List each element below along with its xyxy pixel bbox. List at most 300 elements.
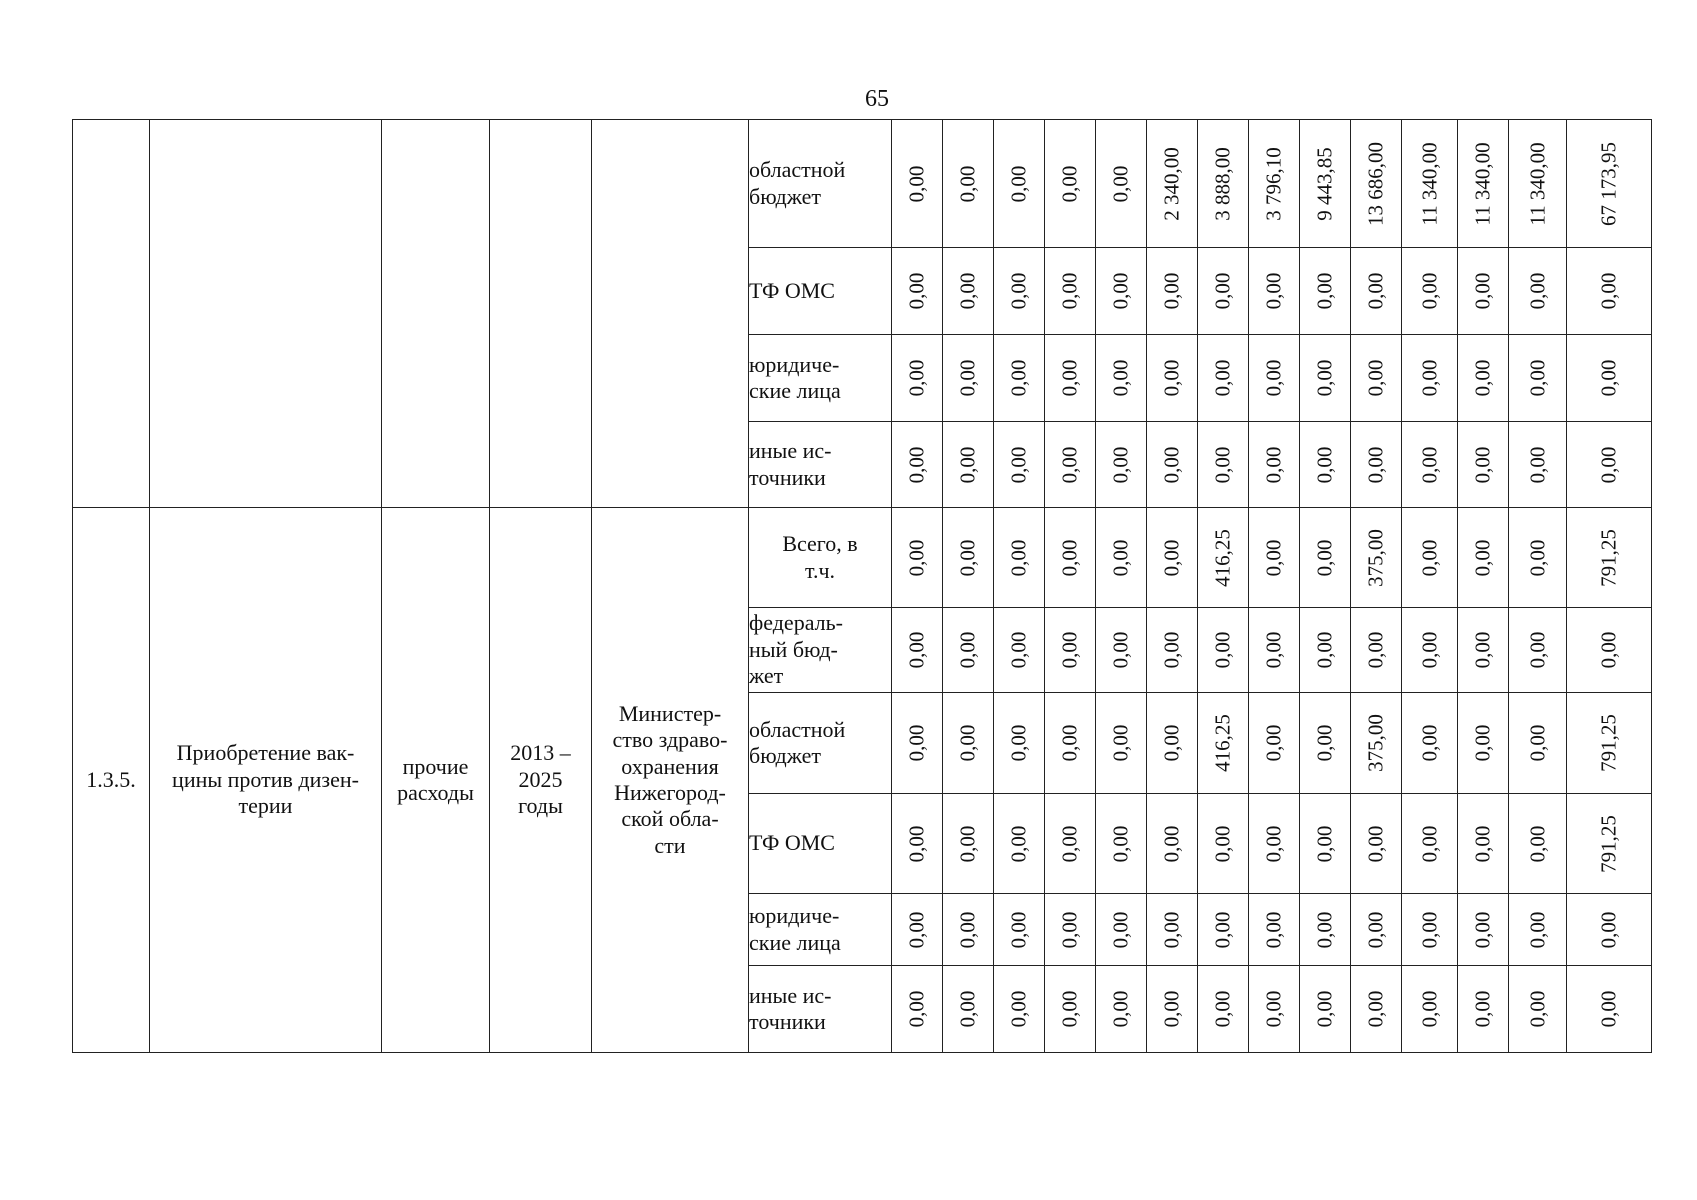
- value-cell: [994, 794, 1045, 894]
- value-text: 0,00: [1057, 446, 1082, 483]
- value-text: 0,00: [1470, 990, 1495, 1028]
- value-text: 0,00: [1524, 825, 1549, 862]
- value-cell: [892, 608, 943, 693]
- value-text: 0,00: [1470, 539, 1495, 576]
- value-cell: [1402, 248, 1458, 335]
- value-text: 0,00: [1363, 359, 1388, 397]
- value-cell: [1045, 120, 1096, 248]
- funding-source-cell: ТФ ОМС: [749, 248, 892, 335]
- value-cell: [1402, 120, 1458, 248]
- value-text: 0,00: [1006, 724, 1031, 762]
- value-cell: [1402, 894, 1458, 966]
- budget-table: [72, 119, 1652, 1053]
- value-text: 0,00: [1057, 165, 1082, 202]
- value-text: 0,00: [1159, 272, 1184, 310]
- value-text: 0,00: [1596, 272, 1621, 310]
- value-text: 0,00: [1108, 631, 1133, 669]
- value-text: 0,00: [955, 359, 980, 397]
- value-cell: [1249, 608, 1300, 693]
- value-text: 0,00: [1159, 825, 1184, 862]
- value-text: 0,00: [1524, 990, 1549, 1028]
- value-cell: [1509, 120, 1567, 248]
- executor-cell: [592, 120, 749, 508]
- value-cell: [1096, 508, 1147, 608]
- value-cell: [1198, 248, 1249, 335]
- value-text: 0,00: [1596, 446, 1621, 483]
- value-text: 0,00: [904, 446, 929, 483]
- value-cell: [1045, 966, 1096, 1053]
- value-text: 0,00: [1057, 825, 1082, 862]
- value-cell: [1198, 422, 1249, 508]
- value-text: 0,00: [1524, 911, 1549, 948]
- value-cell: [1096, 608, 1147, 693]
- value-cell: [892, 248, 943, 335]
- value-text: 416,25: [1210, 714, 1235, 772]
- value-text: 0,00: [1363, 446, 1388, 483]
- value-cell: [943, 608, 994, 693]
- value-text: 0,00: [1261, 990, 1286, 1028]
- value-text: 3 888,00: [1210, 146, 1235, 221]
- value-cell: [1509, 894, 1567, 966]
- value-cell: [943, 248, 994, 335]
- value-text: 0,00: [1312, 446, 1337, 483]
- value-cell: [1351, 508, 1402, 608]
- value-text: 0,00: [1006, 911, 1031, 948]
- value-text: 416,25: [1210, 528, 1235, 587]
- value-text: 0,00: [1416, 446, 1441, 483]
- value-cell: [1147, 966, 1198, 1053]
- value-text: 0,00: [1312, 359, 1337, 397]
- value-cell: [1198, 508, 1249, 608]
- value-text: 0,00: [1108, 825, 1133, 862]
- value-cell: [1509, 693, 1567, 794]
- value-cell: [892, 422, 943, 508]
- value-text: 0,00: [1524, 446, 1549, 483]
- value-text: 0,00: [1159, 446, 1184, 483]
- value-cell: [1402, 794, 1458, 894]
- value-cell: [892, 120, 943, 248]
- item-number-cell: 1.3.5.: [73, 508, 150, 1053]
- value-cell: [1045, 422, 1096, 508]
- table-row: [73, 508, 1652, 608]
- value-cell: [1351, 608, 1402, 693]
- value-text: 0,00: [1006, 359, 1031, 397]
- value-cell: [994, 508, 1045, 608]
- value-cell: [1509, 608, 1567, 693]
- value-text: 11 340,00: [1416, 141, 1441, 226]
- value-cell: [1509, 248, 1567, 335]
- value-cell: [1509, 966, 1567, 1053]
- value-text: 2 340,00: [1159, 146, 1184, 221]
- value-cell: [1096, 120, 1147, 248]
- expense-type-cell: прочие расходы: [382, 508, 490, 1053]
- value-text: 0,00: [1596, 911, 1621, 948]
- funding-source-cell: ТФ ОМС: [749, 794, 892, 894]
- value-text: 0,00: [955, 165, 980, 202]
- value-cell: [1458, 335, 1509, 422]
- value-text: 0,00: [1108, 724, 1133, 762]
- value-cell: [1567, 693, 1652, 794]
- value-cell: [1300, 693, 1351, 794]
- value-text: 0,00: [1312, 724, 1337, 762]
- value-text: 0,00: [1108, 165, 1133, 202]
- value-cell: [1045, 693, 1096, 794]
- value-text: 0,00: [1312, 272, 1337, 310]
- value-text: 0,00: [1524, 272, 1549, 310]
- value-text: 0,00: [1470, 446, 1495, 483]
- value-text: 791,25: [1596, 714, 1621, 772]
- value-text: 0,00: [1006, 825, 1031, 862]
- value-text: 0,00: [1006, 631, 1031, 669]
- value-cell: [1300, 508, 1351, 608]
- years-cell: 2013 – 2025 годы: [490, 508, 592, 1053]
- page-number: 65: [865, 86, 889, 112]
- value-text: 0,00: [1006, 990, 1031, 1028]
- value-text: 0,00: [955, 446, 980, 483]
- value-cell: [1147, 794, 1198, 894]
- value-cell: [1249, 894, 1300, 966]
- value-cell: [1402, 335, 1458, 422]
- value-text: 0,00: [1261, 724, 1286, 762]
- value-text: 11 340,00: [1524, 141, 1549, 226]
- value-text: 0,00: [1312, 631, 1337, 669]
- value-cell: [994, 608, 1045, 693]
- value-text: 0,00: [1210, 446, 1235, 483]
- value-text: 0,00: [1159, 724, 1184, 762]
- value-cell: [943, 894, 994, 966]
- value-text: 0,00: [1006, 446, 1031, 483]
- value-cell: [1249, 248, 1300, 335]
- value-cell: [1351, 248, 1402, 335]
- value-cell: [1300, 608, 1351, 693]
- value-text: 0,00: [1159, 631, 1184, 669]
- value-text: 0,00: [1261, 631, 1286, 669]
- value-text: 791,25: [1596, 814, 1621, 873]
- value-cell: [1198, 794, 1249, 894]
- value-text: 0,00: [1057, 911, 1082, 948]
- value-text: 0,00: [1524, 359, 1549, 397]
- value-text: 0,00: [1159, 539, 1184, 576]
- value-text: 0,00: [904, 631, 929, 669]
- value-cell: [892, 335, 943, 422]
- value-text: 0,00: [904, 539, 929, 576]
- value-cell: [1458, 248, 1509, 335]
- value-text: 0,00: [904, 272, 929, 310]
- value-text: 0,00: [904, 990, 929, 1028]
- value-cell: [994, 248, 1045, 335]
- value-text: 0,00: [1363, 825, 1388, 862]
- value-cell: [994, 335, 1045, 422]
- value-cell: [1249, 966, 1300, 1053]
- value-cell: [1096, 966, 1147, 1053]
- value-cell: [943, 335, 994, 422]
- value-text: 0,00: [1006, 165, 1031, 202]
- value-cell: [1567, 120, 1652, 248]
- value-cell: [1458, 422, 1509, 508]
- value-text: 0,00: [1312, 911, 1337, 948]
- value-text: 0,00: [1363, 631, 1388, 669]
- value-text: 375,00: [1363, 528, 1388, 587]
- value-text: 0,00: [1363, 911, 1388, 948]
- value-cell: [1198, 120, 1249, 248]
- value-text: 0,00: [1210, 911, 1235, 948]
- value-text: 0,00: [1006, 539, 1031, 576]
- value-text: 0,00: [1524, 539, 1549, 576]
- value-text: 0,00: [1312, 539, 1337, 576]
- value-cell: [1147, 422, 1198, 508]
- value-text: 375,00: [1363, 714, 1388, 772]
- value-text: 0,00: [955, 724, 980, 762]
- value-text: 0,00: [1363, 990, 1388, 1028]
- value-cell: [892, 508, 943, 608]
- value-cell: [1147, 120, 1198, 248]
- value-cell: [892, 693, 943, 794]
- value-text: 0,00: [1596, 359, 1621, 397]
- value-text: 0,00: [904, 825, 929, 862]
- value-cell: [1045, 794, 1096, 894]
- value-text: 0,00: [1261, 446, 1286, 483]
- value-cell: [1458, 693, 1509, 794]
- table-row: [73, 120, 1652, 248]
- value-cell: [1458, 966, 1509, 1053]
- value-text: 0,00: [1210, 990, 1235, 1028]
- value-text: 0,00: [1261, 539, 1286, 576]
- value-text: 0,00: [1159, 990, 1184, 1028]
- value-cell: [1198, 608, 1249, 693]
- value-text: 67 173,95: [1596, 141, 1621, 226]
- value-text: 0,00: [1524, 631, 1549, 669]
- value-cell: [1509, 422, 1567, 508]
- value-cell: [1045, 894, 1096, 966]
- value-text: 0,00: [1006, 272, 1031, 310]
- value-cell: [943, 508, 994, 608]
- value-text: 0,00: [1312, 990, 1337, 1028]
- value-cell: [1249, 335, 1300, 422]
- item-name-cell: Приобретение вак- цины против дизен- терии: [150, 508, 382, 1053]
- value-text: 0,00: [904, 165, 929, 202]
- executor-cell: Министер- ство здраво- охранения Нижегород- ской обла- сти: [592, 508, 749, 1053]
- value-text: 0,00: [1416, 724, 1441, 762]
- value-cell: [1096, 693, 1147, 794]
- value-text: 0,00: [904, 724, 929, 762]
- value-text: 791,25: [1596, 528, 1621, 587]
- value-text: 0,00: [1416, 272, 1441, 310]
- value-text: 0,00: [1596, 631, 1621, 669]
- funding-source-cell: федераль- ный бюд- жет: [749, 608, 892, 693]
- value-cell: [1198, 335, 1249, 422]
- value-cell: [1198, 966, 1249, 1053]
- value-text: 0,00: [1057, 539, 1082, 576]
- value-cell: [892, 794, 943, 894]
- value-text: 0,00: [1261, 825, 1286, 862]
- value-cell: [1458, 794, 1509, 894]
- value-cell: [1045, 608, 1096, 693]
- item-name-cell: [150, 120, 382, 508]
- value-text: 0,00: [1261, 272, 1286, 310]
- value-cell: [1300, 422, 1351, 508]
- value-cell: [943, 120, 994, 248]
- value-cell: [1096, 422, 1147, 508]
- value-cell: [1458, 120, 1509, 248]
- value-cell: [994, 422, 1045, 508]
- value-cell: [994, 120, 1045, 248]
- value-text: 0,00: [955, 990, 980, 1028]
- value-cell: [1300, 248, 1351, 335]
- value-text: 0,00: [904, 359, 929, 397]
- value-text: 0,00: [1416, 825, 1441, 862]
- value-cell: [1402, 966, 1458, 1053]
- value-text: 0,00: [955, 631, 980, 669]
- value-cell: [1147, 608, 1198, 693]
- value-cell: [1567, 608, 1652, 693]
- value-cell: [1300, 966, 1351, 1053]
- value-text: 0,00: [1159, 359, 1184, 397]
- value-text: 0,00: [955, 272, 980, 310]
- funding-source-cell: иные ис- точники: [749, 966, 892, 1053]
- value-cell: [1458, 894, 1509, 966]
- value-cell: [1351, 794, 1402, 894]
- value-cell: [943, 693, 994, 794]
- value-cell: [892, 966, 943, 1053]
- value-text: 0,00: [1210, 825, 1235, 862]
- value-text: 0,00: [1470, 631, 1495, 669]
- value-text: 13 686,00: [1363, 141, 1388, 226]
- value-cell: [1402, 693, 1458, 794]
- value-text: 0,00: [1057, 272, 1082, 310]
- value-cell: [1351, 422, 1402, 508]
- value-text: 0,00: [955, 911, 980, 948]
- value-text: 0,00: [1416, 359, 1441, 397]
- value-text: 0,00: [1108, 359, 1133, 397]
- value-cell: [994, 966, 1045, 1053]
- value-cell: [1509, 508, 1567, 608]
- value-cell: [943, 794, 994, 894]
- value-cell: [1458, 608, 1509, 693]
- value-cell: [1147, 335, 1198, 422]
- value-cell: [1567, 508, 1652, 608]
- value-text: 0,00: [1108, 990, 1133, 1028]
- value-text: 0,00: [1261, 911, 1286, 948]
- value-text: 3 796,10: [1261, 146, 1286, 221]
- value-cell: [1096, 335, 1147, 422]
- value-cell: [1402, 608, 1458, 693]
- value-text: 0,00: [1108, 539, 1133, 576]
- value-cell: [1300, 335, 1351, 422]
- value-text: 0,00: [1470, 825, 1495, 862]
- value-cell: [1096, 894, 1147, 966]
- value-text: 0,00: [1312, 825, 1337, 862]
- value-cell: [1096, 248, 1147, 335]
- value-cell: [1147, 508, 1198, 608]
- value-cell: [1045, 508, 1096, 608]
- value-cell: [943, 422, 994, 508]
- value-text: 0,00: [1057, 359, 1082, 397]
- funding-source-cell: Всего, в т.ч.: [749, 508, 892, 608]
- value-cell: [1509, 335, 1567, 422]
- value-text: 0,00: [1159, 911, 1184, 948]
- value-text: 0,00: [1416, 911, 1441, 948]
- value-text: 0,00: [1210, 631, 1235, 669]
- value-cell: [1567, 422, 1652, 508]
- value-cell: [994, 693, 1045, 794]
- value-cell: [1198, 693, 1249, 794]
- value-cell: [1402, 422, 1458, 508]
- value-cell: [1249, 508, 1300, 608]
- value-cell: [1096, 794, 1147, 894]
- value-text: 0,00: [904, 911, 929, 948]
- value-text: 0,00: [955, 539, 980, 576]
- value-cell: [1567, 248, 1652, 335]
- value-cell: [1351, 693, 1402, 794]
- value-cell: [1045, 248, 1096, 335]
- value-text: 9 443,85: [1312, 146, 1337, 221]
- value-text: 0,00: [1416, 631, 1441, 669]
- value-text: 0,00: [1108, 446, 1133, 483]
- value-cell: [1249, 794, 1300, 894]
- funding-source-cell: юридиче- ские лица: [749, 894, 892, 966]
- value-cell: [1147, 693, 1198, 794]
- value-cell: [1045, 335, 1096, 422]
- value-text: 0,00: [1470, 911, 1495, 948]
- value-cell: [1351, 335, 1402, 422]
- value-cell: [1300, 794, 1351, 894]
- value-cell: [1351, 894, 1402, 966]
- funding-source-cell: иные ис- точники: [749, 422, 892, 508]
- value-text: 0,00: [1210, 272, 1235, 310]
- value-text: 0,00: [1470, 272, 1495, 310]
- value-text: 0,00: [1416, 539, 1441, 576]
- value-text: 0,00: [1596, 990, 1621, 1028]
- value-text: 0,00: [1470, 359, 1495, 397]
- value-text: 0,00: [1416, 990, 1441, 1028]
- value-text: 0,00: [1057, 631, 1082, 669]
- expense-type-cell: [382, 120, 490, 508]
- value-text: 0,00: [1108, 272, 1133, 310]
- value-cell: [943, 966, 994, 1053]
- value-cell: [994, 894, 1045, 966]
- value-text: 0,00: [1108, 911, 1133, 948]
- value-cell: [1249, 422, 1300, 508]
- value-text: 11 340,00: [1470, 141, 1495, 226]
- value-cell: [1249, 120, 1300, 248]
- value-cell: [1509, 794, 1567, 894]
- value-text: 0,00: [1524, 724, 1549, 762]
- funding-source-cell: областной бюджет: [749, 120, 892, 248]
- value-cell: [892, 894, 943, 966]
- item-number-cell: [73, 120, 150, 508]
- value-cell: [1198, 894, 1249, 966]
- value-cell: [1351, 966, 1402, 1053]
- value-cell: [1567, 966, 1652, 1053]
- value-text: 0,00: [1363, 272, 1388, 310]
- funding-source-cell: областной бюджет: [749, 693, 892, 794]
- value-cell: [1567, 335, 1652, 422]
- value-text: 0,00: [1470, 724, 1495, 762]
- value-cell: [1249, 693, 1300, 794]
- value-cell: [1567, 794, 1652, 894]
- value-text: 0,00: [1057, 990, 1082, 1028]
- value-cell: [1402, 508, 1458, 608]
- value-cell: [1300, 120, 1351, 248]
- value-cell: [1351, 120, 1402, 248]
- value-text: 0,00: [1057, 724, 1082, 762]
- years-cell: [490, 120, 592, 508]
- value-text: 0,00: [955, 825, 980, 862]
- value-text: 0,00: [1261, 359, 1286, 397]
- value-cell: [1458, 508, 1509, 608]
- funding-source-cell: юридиче- ские лица: [749, 335, 892, 422]
- value-cell: [1300, 894, 1351, 966]
